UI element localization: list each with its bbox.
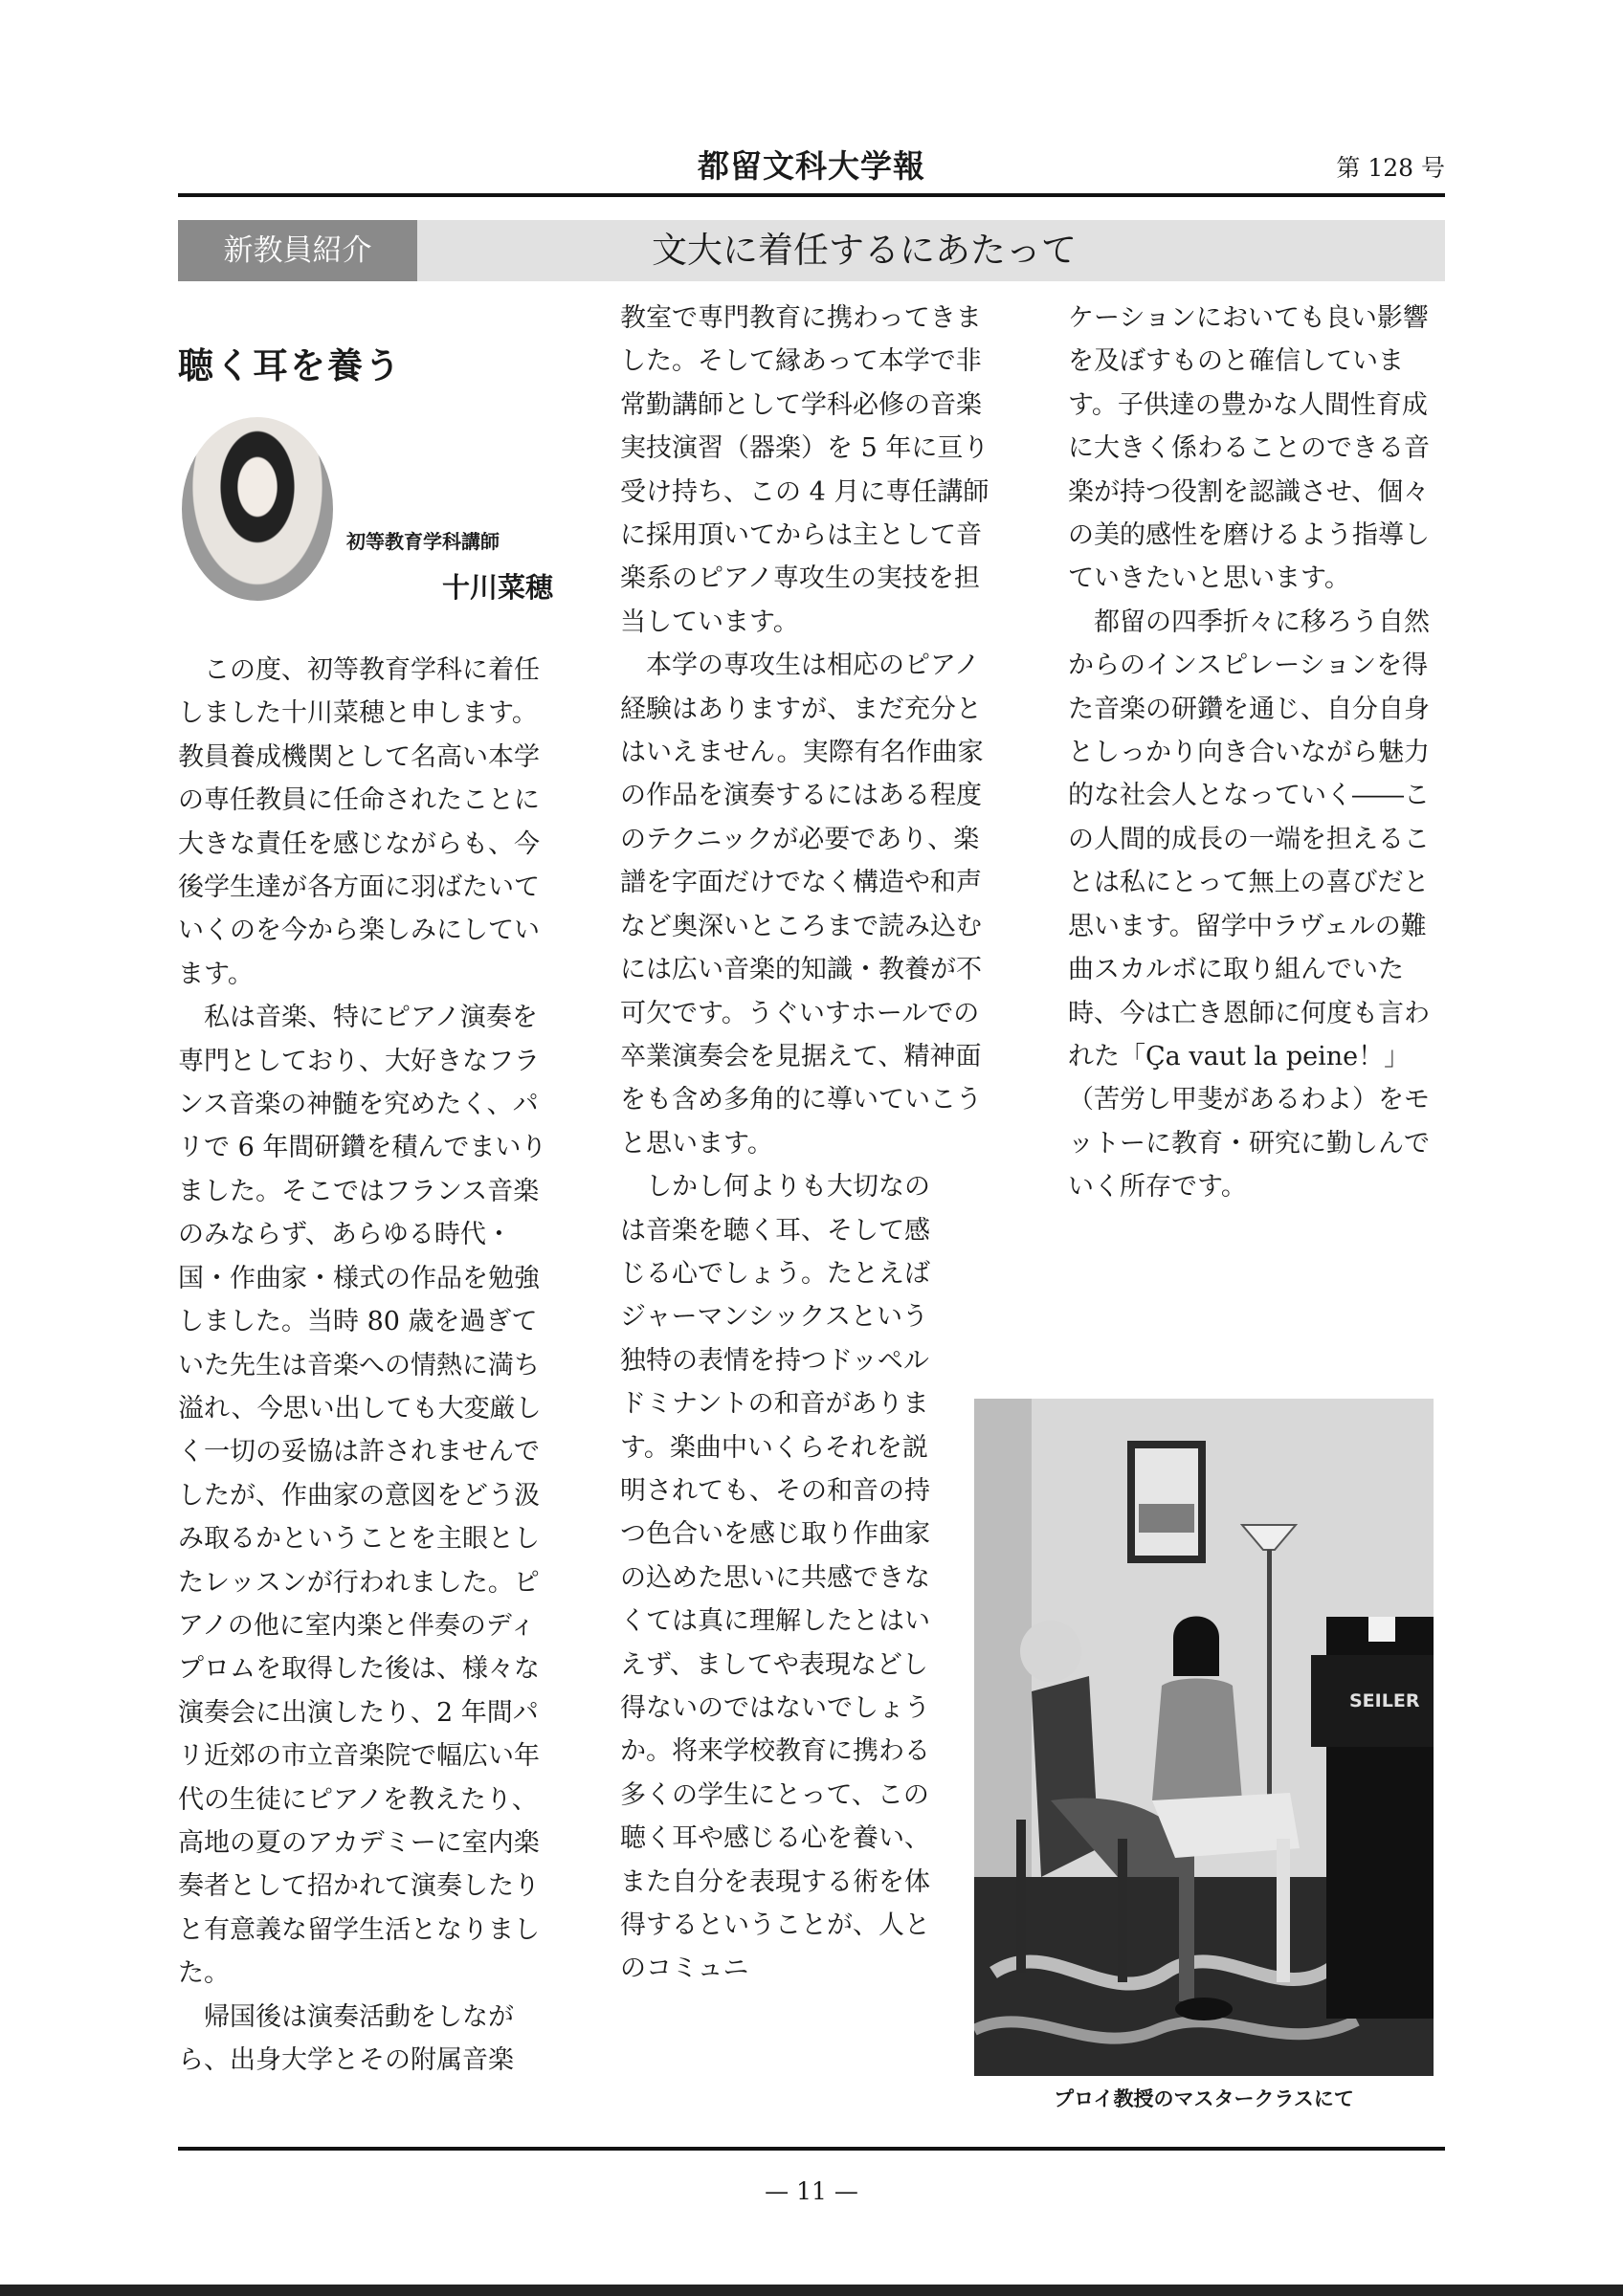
page-edge (0, 2285, 1623, 2296)
paragraph: 帰国後は演奏活動をしながら、出身大学とその附属音楽 (178, 2001, 514, 2075)
header-title: 都留文科大学報 (698, 147, 925, 185)
paragraph: この度、初等教育学科に着任しました十川菜穂と申します。教員養成機関として名高い本学の専任教員に任命されたことに大きな責任を感じながらも、今後学生達が各方面に羽ばたいていくのを今から楽しみにしています。 (178, 655, 540, 989)
issue-number: 第 128 号 (1336, 154, 1445, 182)
paragraph: 都留の四季折々に移ろう自然からのインスピレーションを得た音楽の研鑽を通じ、自分自身としっかり向き合いながら魅力的な社会人となっていく――この人間的成長の一端を担えることは私にとって無上の喜びだと思います。留学中ラヴェルの難曲スカルボに取り組んでいた時、今は亡き恩師に何度も言われた「Ça vaut la peine！」（苦労し甲斐があるわよ）をモットーに教育・研究に勤しんでいく所存です。 (1068, 607, 1430, 1203)
section-label: 新教員紹介 (178, 220, 417, 281)
text-column-1 (178, 649, 557, 2082)
article-title: 聴く耳を養う (178, 345, 402, 386)
piano-brand-label: SEILER (1349, 1690, 1420, 1711)
paragraph: しかし何よりも大切なのは音楽を聴く耳、そして感じる心でしょう。たとえばジャーマンシックスという独特の表情を持つドッペルドミナントの和音があります。楽曲中いくらそれを説明されても、その和音の持つ色合いを感じ取り作曲家の込めた思いに共感できなくては真に理解したとはいえず、ましてや表現などし得ないのではないでしょうか。将来学校教育に携わる多くの学生にとって、この聴く耳や感じる心を養い、また自分を表現する術を体得するということが、人とのコミュニ (620, 1172, 930, 1984)
page-number: — 11 — (765, 2177, 858, 2205)
footer-rule (178, 2147, 1445, 2151)
section-title: 文大に着任するにあたって (652, 230, 1077, 271)
paragraph: 本学の専攻生は相応のピアノ経験はありますが、まだ充分とはいえません。実際有名作曲家の作品を演奏するにはある程度のテクニックが必要であり、楽譜を字面だけでなく構造や和声など奥深いところまで読み込むには広い音楽的知識・教養が不可欠です。うぐいすホールでの卒業演奏会を見据えて、精神面をも含め多角的に導いていこうと思います。 (620, 651, 984, 1159)
photo-caption: プロイ教授のマスタークラスにて (1054, 2087, 1354, 2110)
paragraph: ケーションにおいても良い影響を及ぼすものと確信しています。子供達の豊かな人間性育成に大きく係わることのできる音楽が持つ役割を認識させ、個々の美的感性を磨けるよう指導していきたいと思います。 (1068, 303, 1430, 594)
masterclass-photo (974, 1399, 1434, 2076)
text-column-2 (620, 297, 1003, 1991)
masterclass-photo-image (974, 1399, 1434, 2076)
text-column-3 (1068, 297, 1447, 1209)
header-rule (178, 193, 1445, 197)
author-affiliation: 初等教育学科講師 (346, 530, 500, 553)
paragraph: 教室で専門教育に携わってきました。そして縁あって本学で非常勤講師として学科必修の音楽実技演習（器楽）を 5 年に亘り受け持ち、この 4 月に専任講師に採用頂いてからは主として音楽系のピアノ専攻生の実技を担当しています。 (620, 303, 989, 637)
author-portrait (182, 417, 333, 601)
author-name: 十川菜穂 (441, 571, 553, 604)
paragraph: 私は音楽、特にピアノ演奏を専門としており、大好きなフランス音楽の神髄を究めたく、パリで 6 年間研鑽を積んでまいりました。そこではフランス音楽のみならず、あらゆる時代・国・作曲家・様式の作品を勉強しました。当時 80 歳を過ぎていた先生は音楽への情熱に満ち溢れ、今思い出しても大変厳しく一切の妥協は許されませんでしたが、作曲家の意図をどう汲み取るかということを主眼としたレッスンが行われました。ピアノの他に室内楽と伴奏のディプロムを取得した後は、様々な演奏会に出演したり、2 年間パリ近郊の市立音楽院で幅広い年代の生徒にピアノを教えたり、高地の夏のアカデミーに室内楽奏者として招かれて演奏したりと有意義な留学生活となりました。 (178, 1003, 547, 1989)
